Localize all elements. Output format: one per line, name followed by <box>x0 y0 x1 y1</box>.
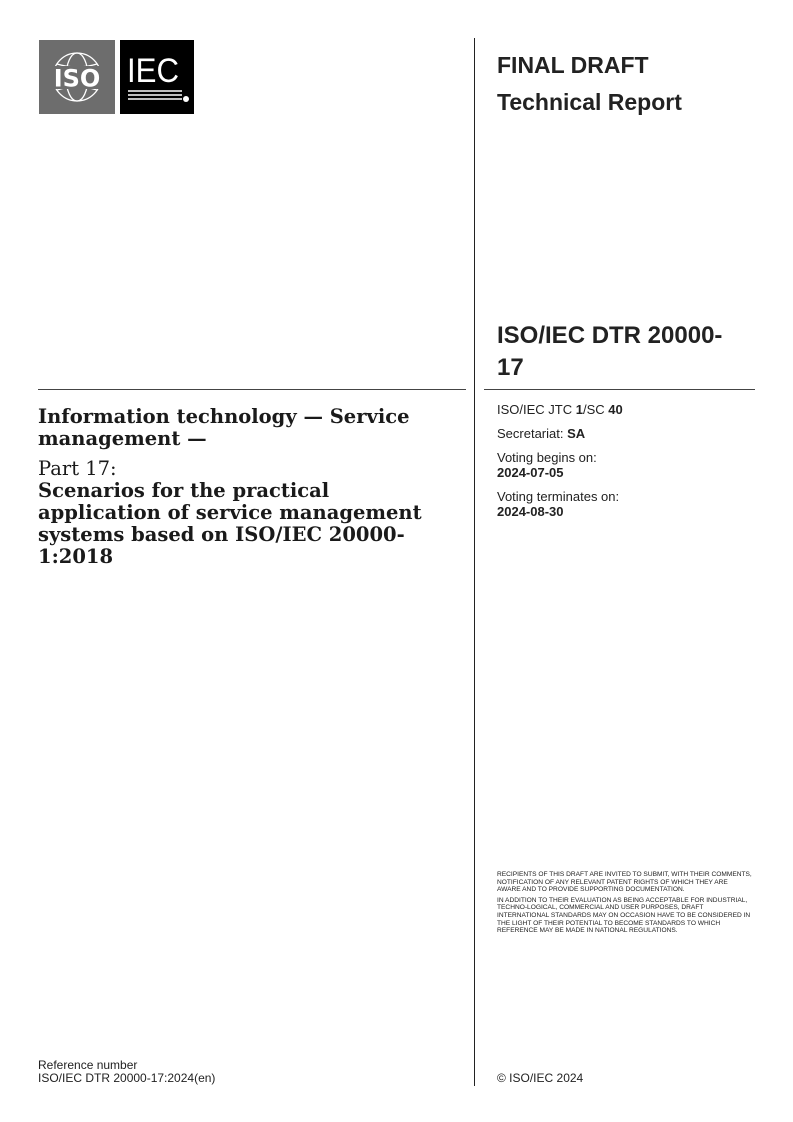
part-label: Part 17: <box>38 457 117 480</box>
committee-sc-prefix: /SC <box>582 402 609 417</box>
reference-value: ISO/IEC DTR 20000-17:2024(en) <box>38 1071 216 1085</box>
document-metadata <box>497 402 623 528</box>
iso-logo <box>39 40 115 114</box>
part-title: Scenarios for the practical application of service management systems based on ISO/IEC 20000-1:2018 <box>38 479 422 568</box>
voting-terminates <box>497 489 623 519</box>
reference-number <box>38 1059 215 1085</box>
copyright: © ISO/IEC 2024 <box>497 1071 584 1085</box>
voting-begins <box>497 450 623 480</box>
committee-prefix: ISO/IEC JTC <box>497 402 576 417</box>
horizontal-divider-right <box>484 389 755 390</box>
horizontal-divider-left <box>38 389 466 390</box>
iec-logo-text: IEC <box>127 52 179 90</box>
document-type: Technical Report <box>497 89 682 115</box>
draft-notice <box>497 871 752 938</box>
voting-begins-date: 2024-07-05 <box>497 465 564 480</box>
title-block <box>38 406 458 568</box>
voting-terminates-label: Voting terminates on: <box>497 489 620 504</box>
reference-label: Reference number <box>38 1058 138 1072</box>
committee <box>497 402 623 417</box>
document-title: Information technology — Service management — <box>38 405 410 450</box>
secretariat-label: Secretariat: <box>497 426 568 441</box>
document-number: ISO/IEC DTR 20000-17 <box>497 322 723 381</box>
secretariat <box>497 426 623 441</box>
voting-begins-label: Voting begins on: <box>497 450 597 465</box>
notice-paragraph-patents: RECIPIENTS OF THIS DRAFT ARE INVITED TO SUBMIT, WITH THEIR COMMENTS, NOTIFICATION OF ANY RELEVANT PATENT RIGHTS OF WHICH THEY ARE AWARE AND TO PROVIDE SUPPORTING DOCUMENTATION. <box>497 871 752 894</box>
iso-logo-text: ISO <box>53 64 101 93</box>
notice-paragraph-evaluation: IN ADDITION TO THEIR EVALUATION AS BEING ACCEPTABLE FOR INDUSTRIAL, TECHNO-LOGICAL, COMMERCIAL AND USER PURPOSES, DRAFT INTERNATIONAL STANDARDS MAY ON OCCASION HAVE TO BE CONSIDERED IN THE LIGHT OF THEIR POTENTIAL TO BECOME STANDARDS TO WHICH REFERENCE MAY BE MADE IN NATIONAL REGULATIONS. <box>497 896 751 935</box>
document-status: FINAL DRAFT <box>497 52 649 78</box>
voting-terminates-date: 2024-08-30 <box>497 504 564 519</box>
committee-sc: 40 <box>608 402 623 417</box>
secretariat-value: SA <box>567 426 586 441</box>
vertical-divider <box>474 38 475 1086</box>
committee-jtc: 1 <box>575 402 583 417</box>
iec-logo <box>120 40 194 114</box>
